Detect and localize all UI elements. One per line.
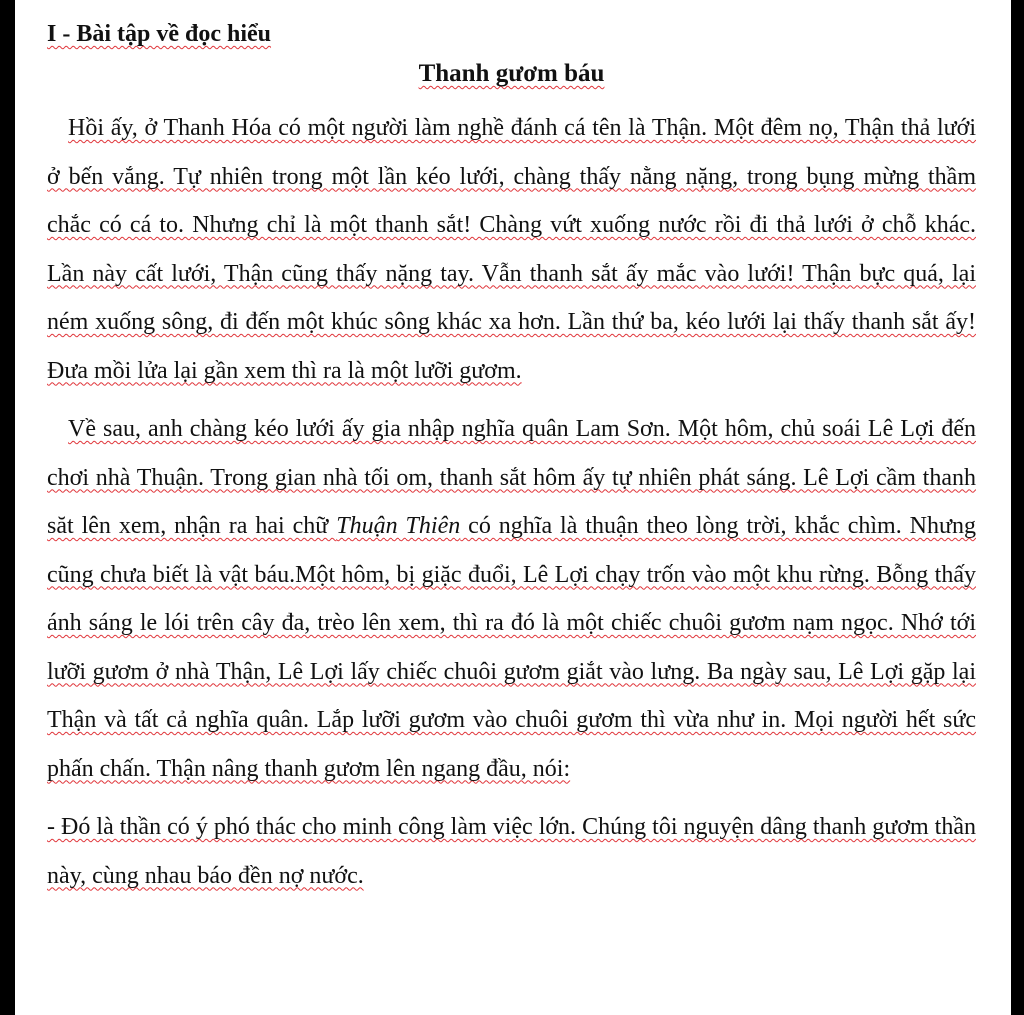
document-page <box>15 0 1011 1015</box>
paragraph-3-text: - Đó là thần có ý phó thác cho minh công làm việc lớn. Chúng tôi nguyện dâng thanh gươm thần này, cùng nhau báo đền nợ nước. <box>47 814 976 889</box>
section-heading-text: I - Bài tập về đọc hiểu <box>47 21 272 47</box>
story-title <box>47 54 976 94</box>
paragraph-1-text: Hồi ấy, ở Thanh Hóa có một người làm nghề đánh cá tên là Thận. Một đêm nọ, Thận thả lưới ở bến vắng. Tự nhiên trong một lần kéo lưới, chàng thấy nằng nặng, trong bụng mừng thầm chắc có cá to. Nhưng chỉ là một thanh sắt! Chàng vứt xuống nước rồi đi thả lưới ở chỗ khác. Lần này cất lưới, Thận cũng thấy nặng tay. Vẫn thanh sắt ấy mắc vào lưới! Thận bực quá, lại ném xuống sông, đi đến một khúc sông khác xa hơn. Lần thứ ba, kéo lưới lại thấy thanh sắt ấy! Đưa mồi lửa lại gần xem thì ra là một lưỡi gươm. <box>47 115 976 384</box>
paragraph-2-text-b: có nghĩa là thuận theo lòng trời, khắc chìm. Nhưng cũng chưa biết là vật báu.Một hôm, bị giặc đuổi, Lê Lợi chạy trốn vào một khu rừng. Bỗng thấy ánh sáng le lói trên cây đa, trèo lên xem, thì ra đó là một chiếc chuôi gươm nạm ngọc. Nhớ tới lưỡi gươm ở nhà Thận, Lê Lợi lấy chiếc chuôi gươm giắt vào lưng. Ba ngày sau, Lê Lợi gặp lại Thận và tất cả nghĩa quân. Lắp lưỡi gươm vào chuôi gươm thì vừa như in. Mọi người hết sức phấn chấn. Thận nâng thanh gươm lên ngang đầu, nói: <box>47 513 976 782</box>
paragraph-2-italic-term: Thuận Thiên <box>336 513 461 539</box>
paragraph-3-dialogue <box>47 803 976 900</box>
section-heading <box>47 14 976 54</box>
paragraph-1 <box>47 104 976 395</box>
paragraph-2 <box>47 405 976 793</box>
paragraph-2-text-a: Về sau, anh chàng kéo lưới ấy gia nhập nghĩa quân Lam Sơn. Một hôm, chủ soái Lê Lợi đến chơi nhà Thuận. Trong gian nhà tối om, thanh sắt hôm ấy tự nhiên phát sáng. Lê Lợi cầm thanh săt lên xem, nhận ra hai chữ <box>47 416 976 539</box>
story-title-text: Thanh gươm báu <box>418 60 605 87</box>
document-body <box>47 14 976 900</box>
